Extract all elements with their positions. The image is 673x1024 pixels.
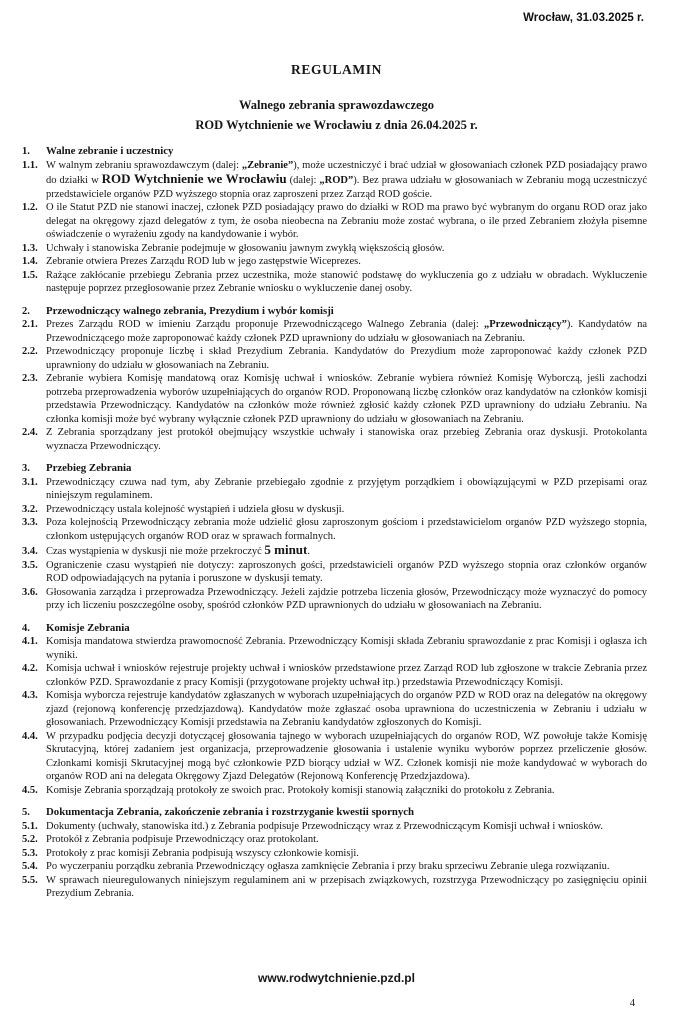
item-number: 5.5. <box>22 874 38 886</box>
item-text <box>46 255 647 269</box>
text-segment: Uchwały i stanowiska Zebranie podejmuje w głosowaniu jawnym zwykłą większością głosów. <box>46 242 445 254</box>
item-number: 3. <box>22 463 30 474</box>
text-segment: Komisja mandatowa stwierdza prawomocność Zebrania. Przewodniczący Komisji składa Zebraniu sprawozdanie z prac Komisji i ogłasza ich wyniki. <box>46 636 647 661</box>
item-number: 3.2. <box>22 503 38 515</box>
text-segment: ). Kandydatów na Przewodniczącego może zaproponować każdy członek PZD uprawniony do udziału w głosowaniach na Zebraniu. <box>46 319 648 344</box>
item-number: 3.1. <box>22 476 38 488</box>
text-segment: Komisje Zebrania <box>46 621 130 634</box>
item-number: 4.3. <box>22 690 38 701</box>
list-item <box>22 242 647 256</box>
item-text <box>46 847 647 861</box>
text-segment: Zebranie otwiera Prezes Zarządu ROD lub w jego zastępstwie Wiceprezes. <box>46 256 361 267</box>
item-number: 5.2. <box>22 834 38 845</box>
text-segment: Głosowania zarządza i przeprowadza Przewodniczący. Jeżeli zajdzie potrzeba liczenia głosów, Przewodniczący może wyznaczyć do pomocy przy ich liczeniu poszczególne osoby, spośród członków PZD uprawnionych do udziału w głosowaniach na Zebraniu. <box>46 586 647 611</box>
list-item <box>22 874 647 901</box>
item-text <box>46 345 647 372</box>
document-subtitle-line1: Walnego zebrania sprawozdawczego <box>238 98 435 112</box>
text-segment: Komisje Zebrania sporządzają protokoły ze swoich prac. Protokoły komisji stanowią załączniki do protokołu z Zebrania. <box>46 784 555 796</box>
item-number: 1.4. <box>22 256 38 267</box>
list-item <box>22 689 647 730</box>
item-number: 1.3. <box>22 242 38 254</box>
list-item <box>22 476 647 503</box>
text-segment: Komisja wyborcza rejestruje kandydatów zgłaszanych w wyborach uzupełniających do organów PZD w ROD oraz na delegatów na okręgowy zjazd (rejonową konferencję przedzjazdową). Kandydatów może zgłaszać osoba uprawniona do uczestniczenia w Zebraniu i udziału w głosowaniach. Przewodniczący Komisji przedstawia na Zebraniu kandydatów zgłoszonych do Komisji. <box>46 690 647 728</box>
list-item <box>22 559 647 586</box>
item-text <box>46 269 647 296</box>
item-number: 4.4. <box>22 730 38 742</box>
item-number: 3.4. <box>22 546 38 557</box>
section-heading-row <box>22 806 647 820</box>
item-number: 2.2. <box>22 346 38 357</box>
item-text <box>46 159 647 202</box>
item-number: 5.4. <box>22 861 38 872</box>
section-2 <box>22 305 647 454</box>
text-segment: 5 minut <box>264 542 308 557</box>
footer-url: www.rodwytchnienie.pzd.pl <box>258 971 415 985</box>
text-segment: W przypadku podjęcia decyzji dotyczącej głosowania tajnego w wyborach uzupełniających do organów ROD, WZ powołuje także Komisję Skrutacyjną, której zadaniem jest organizacja, przeprowadzenie głosowania i ustalenie wyniku wyborów poprzez przeliczenie głosów. Członkami komisji Skrutacyjnej mogą być członkowie PZD biorący udział w WZ. Członek komisji nie może kandydować w wyborach do organów ROD ani na delegata Okręgowy Zjazd Delegatów (Rejonową Konferencję Przedzjazdowa). <box>46 730 647 782</box>
item-number: 5. <box>22 807 30 818</box>
list-item <box>22 820 647 834</box>
text-segment: Przewodniczący czuwa nad tym, aby Zebranie przebiegało zgodnie z przyjętym porządkiem i obowiązującymi w PZD przepisami oraz niniejszym regulaminem. <box>46 476 647 501</box>
list-item <box>22 201 647 242</box>
list-item <box>22 503 647 517</box>
document-body <box>0 145 673 901</box>
item-text <box>46 784 647 798</box>
section-heading-row <box>22 145 647 159</box>
item-text <box>46 635 647 662</box>
item-text <box>46 586 647 613</box>
list-item <box>22 635 647 662</box>
text-segment: Przewodniczący ustala kolejność wystąpień i udziela głosu w dyskusji. <box>46 503 345 515</box>
list-item <box>22 833 647 847</box>
text-segment: Przewodniczący walnego zebrania, Prezydium i wybór komisji <box>46 304 334 317</box>
list-item <box>22 543 647 559</box>
list-item <box>22 318 647 345</box>
item-text <box>46 543 647 559</box>
date-line: Wrocław, 31.03.2025 r. <box>523 12 644 24</box>
item-text <box>46 820 647 834</box>
item-number: 4.2. <box>22 663 38 674</box>
section-3 <box>22 462 647 613</box>
section-1 <box>22 145 647 296</box>
item-number: 1.2. <box>22 202 38 213</box>
section-heading-row <box>22 305 647 319</box>
item-text <box>46 503 647 517</box>
page-number: 4 <box>629 998 635 1009</box>
item-text <box>46 662 647 689</box>
item-text <box>46 476 647 503</box>
item-number: 3.5. <box>22 559 38 571</box>
text-segment: Dokumenty (uchwały, stanowiska itd.) z Zebrania podpisuje Przewodniczący wraz z Przewodniczącym Komisji uchwał i wniosków. <box>46 820 604 832</box>
list-item <box>22 586 647 613</box>
item-number: 2. <box>22 305 30 317</box>
section-heading-text <box>46 305 647 319</box>
section-heading-row <box>22 462 647 476</box>
text-segment: Czas wystąpienia w dyskusji nie może przekroczyć <box>46 546 265 557</box>
item-number: 3.6. <box>22 586 38 598</box>
list-item <box>22 426 647 453</box>
section-4 <box>22 622 647 798</box>
text-segment: W walnym zebraniu sprawozdawczym (dalej: <box>46 159 242 171</box>
document-title: REGULAMIN <box>291 62 382 77</box>
text-segment: Komisja uchwał i wniosków rejestruje projekty uchwał i wniosków przedstawione przez Zarząd ROD lub zgłoszone w trakcie Zebrania przez członków PZD. Sprawozdanie z pracy Komisji (przygotowane projekty uchwał itp.) przedstawia Przewodniczący Komisji. <box>46 663 647 688</box>
item-number: 4.1. <box>22 636 38 647</box>
text-segment: Zebranie wybiera Komisję mandatową oraz Komisję uchwał i wniosków. Zebranie wybiera również Komisję Wyborczą, jeśli zachodzi potrzeba przeprowadzenia wyborów uzupełniających do organów ROD. Proponowaną liczbę członków oraz kandydatów na członków komisji przedstawia Przewodniczący. Kandydatów na członków może również zgłosić każdy członek PZD uprawniony do udziału Zebraniu. Na członka komisji może być wybrany wyłącznie członek PZD uprawniony do udziału w głosowaniach na Zebraniu. <box>46 373 647 425</box>
item-text <box>46 689 647 730</box>
list-item <box>22 730 647 784</box>
list-item <box>22 662 647 689</box>
list-item <box>22 784 647 798</box>
item-text <box>46 860 647 874</box>
section-heading-row <box>22 622 647 636</box>
text-segment: Protokoły z prac komisji Zebrania podpisują wszyscy członkowie komisji. <box>46 847 359 859</box>
text-segment: O ile Statut PZD nie stanowi inaczej, członek PZD posiadający prawo do działki w ROD ma prawo być wybranym do organu ROD oraz jako delegat na okręgowy zjazd delegatów z tym, że osoba nieobecna na Zebraniu może zostać wybrana, o ile przed Zebraniem złożyła pisemne oświadczenie o wyrażeniu zgody na kandydowanie i wybór. <box>46 202 647 240</box>
section-heading-text <box>46 622 647 636</box>
item-number: 1.1. <box>22 159 38 171</box>
text-segment: (dalej: <box>286 175 320 186</box>
text-segment: „Zebranie” <box>241 159 294 171</box>
item-number: 1. <box>22 146 30 157</box>
item-number: 3.3. <box>22 517 38 528</box>
item-text <box>46 372 647 426</box>
item-text <box>46 730 647 784</box>
text-segment: Przewodniczący proponuje liczbę i skład Prezydium Zebrania. Kandydatów do Prezydium może zaproponować każdy członek PZD uprawniony do udziału w głosowaniach na Zebraniu. <box>46 346 647 371</box>
text-segment: . <box>307 546 310 557</box>
document-subtitle-line2: ROD Wytchnienie we Wrocławiu z dnia 26.04.2025 r. <box>195 118 478 132</box>
text-segment: W sprawach nieuregulowanych niniejszym regulaminem ani w przepisach związkowych, rozstrzyga Przewodniczący po zasięgnięciu opinii Prezydium Zebrania. <box>46 874 647 899</box>
item-text <box>46 318 647 345</box>
item-text <box>46 874 647 901</box>
item-number: 5.1. <box>22 820 38 832</box>
item-text <box>46 242 647 256</box>
text-segment: ). Bez prawa udziału w głosowaniach w Zebraniu mogą uczestniczyć przedstawiciele organów PZD wyższego stopnia oraz zaproszeni przez Zarząd ROD goście. <box>46 175 648 200</box>
item-number: 4.5. <box>22 784 38 796</box>
list-item <box>22 860 647 874</box>
text-segment: ROD Wytchnienie we Wrocławiu <box>101 171 287 186</box>
list-item <box>22 847 647 861</box>
text-segment: „Przewodniczący” <box>484 319 567 330</box>
item-number: 5.3. <box>22 847 38 859</box>
text-segment: Z Zebrania sporządzany jest protokół obejmujący wszystkie uchwały i stanowiska oraz przebieg Zebrania oraz dyskusji. Protokolanta wyznacza Przewodniczący. <box>46 427 647 452</box>
item-text <box>46 426 647 453</box>
item-number: 1.5. <box>22 269 38 281</box>
item-number: 2.4. <box>22 427 38 438</box>
section-heading-text <box>46 806 647 820</box>
list-item <box>22 159 647 202</box>
section-5 <box>22 806 647 901</box>
text-segment: Przebieg Zebrania <box>46 462 132 474</box>
item-number: 2.1. <box>22 319 38 330</box>
text-segment: Po wyczerpaniu porządku zebrania Przewodniczący ogłasza zamknięcie Zebrania i przy braku sprzeciwu Zebranie ulega rozwiązaniu. <box>46 861 610 872</box>
item-text <box>46 516 647 543</box>
item-text <box>46 559 647 586</box>
text-segment: „ROD” <box>319 175 354 186</box>
text-segment: Poza kolejnością Przewodniczący zebrania może udzielić głosu zaproszonym gościom i przedstawicielom organów PZD wyższego stopnia, członkom ustępujących organów ROD oraz w sprawach formalnych. <box>46 517 647 542</box>
text-segment: Prezes Zarządu ROD w imieniu Zarządu proponuje Przewodniczącego Walnego Zebrania (dalej: <box>46 319 485 330</box>
section-heading-text <box>46 462 647 476</box>
list-item <box>22 255 647 269</box>
item-text <box>46 201 647 242</box>
text-segment: Ograniczenie czasu wystąpień nie dotyczy: zaproszonych gości, przedstawicieli organów PZD wyższego stopnia oraz członków organów ROD odpowiadających na pytania i poruszone w dyskusji tematy. <box>46 559 647 584</box>
text-segment: ), może uczestniczyć i brać udział w głosowaniach członek PZD posiadający prawo do działki w <box>46 159 647 186</box>
text-segment: Walne zebranie i uczestnicy <box>46 145 174 157</box>
list-item <box>22 372 647 426</box>
list-item <box>22 269 647 296</box>
item-number: 4. <box>22 622 30 634</box>
list-item <box>22 516 647 543</box>
section-heading-text <box>46 145 647 159</box>
item-text <box>46 833 647 847</box>
list-item <box>22 345 647 372</box>
item-number: 2.3. <box>22 373 38 384</box>
text-segment: Protokół z Zebrania podpisuje Przewodniczący oraz protokolant. <box>46 834 319 845</box>
text-segment: Dokumentacja Zebrania, zakończenie zebrania i rozstrzyganie kwestii spornych <box>46 806 415 818</box>
text-segment: Rażące zakłócanie przebiegu Zebrania przez uczestnika, może stanowić podstawę do wykluczenia go z udziału w obradach. Wykluczenie następuje poprzez przegłosowanie przez Zebranie wniosku o wykluczenie danej osoby. <box>46 269 647 294</box>
